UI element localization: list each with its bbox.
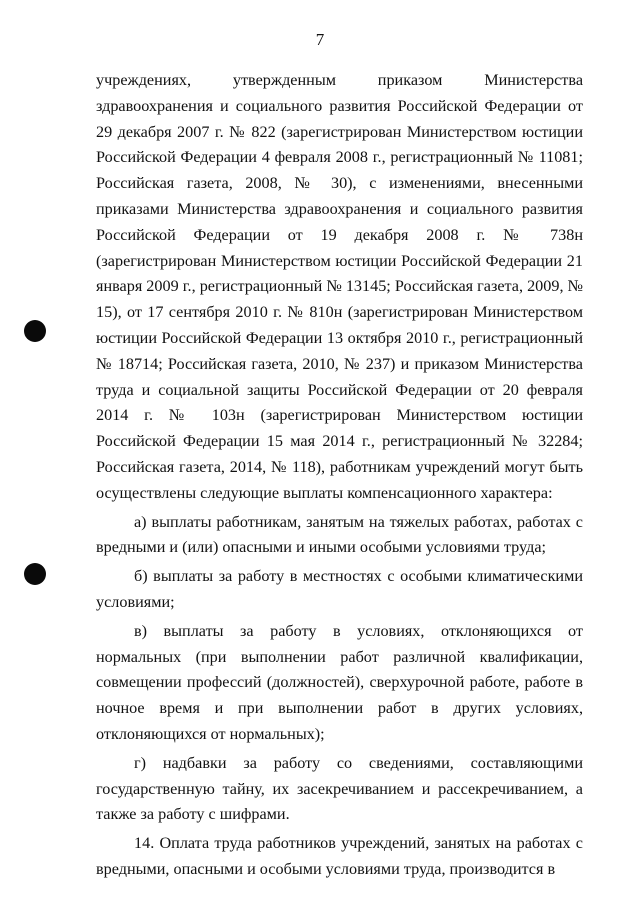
- list-item-a: а) выплаты работникам, занятым на тяжелых работах, работах с вредными и (или) опасными и иными особыми условиями труда;: [96, 512, 583, 557]
- punch-hole-top: [24, 320, 46, 342]
- document-body: [96, 68, 583, 883]
- list-item-b: б) выплаты за работу в местностях с особыми климатическими условиями;: [96, 567, 583, 611]
- list-item-g: г) надбавки за работу со сведениями, составляющими государственную тайну, их засекречиванием и рассекречиванием, а также за работу с шифрами.: [96, 753, 583, 824]
- page-number: 7: [315, 30, 325, 49]
- list-item-v: в) выплаты за работу в условиях, отклоняющихся от нормальных (при выполнении работ различной квалификации, совмещении профессий (должностей), сверхурочной работе, работе в ночное время и при выполнении работ в других условиях, отклоняющихся от нормальных);: [96, 621, 583, 743]
- punch-hole-bottom: [24, 563, 46, 585]
- paragraph-14: 14. Оплата труда работников учреждений, занятых на работах с вредными, опасными и особыми условиями труда, производится в: [96, 834, 583, 878]
- paragraph-continuation: учреждениях, утвержденным приказом Министерства здравоохранения и социального развития Российской Федерации от 29 декабря 2007 г. № 822 (зарегистрирован Министерством юстиции Российской Федерации 4 февраля 2008 г., регистрационный № 11081; Российская газета, 2008, № 30), с изменениями, внесенными приказами Министерства здравоохранения и социального развития Российской Федерации от 19 декабря 2008 г. № 738н (зарегистрирован Министерством юстиции Российской Федерации 21 января 2009 г., регистрационный № 13145; Российская газета, 2009, № 15), от 17 сентября 2010 г. № 810н (зарегистрирован Министерством юстиции Российской Федерации 13 октября 2010 г., регистрационный № 18714; Российская газета, 2010, № 237) и приказом Министерства труда и социальной защиты Российской Федерации от 20 февраля 2014 г. № 103н (зарегистрирован Министерством юстиции Российской Федерации 15 мая 2014 г., регистрационный № 32284; Российская газета, 2014, № 118), работникам учреждений могут быть осуществлены следующие выплаты компенсационного характера:: [96, 71, 583, 502]
